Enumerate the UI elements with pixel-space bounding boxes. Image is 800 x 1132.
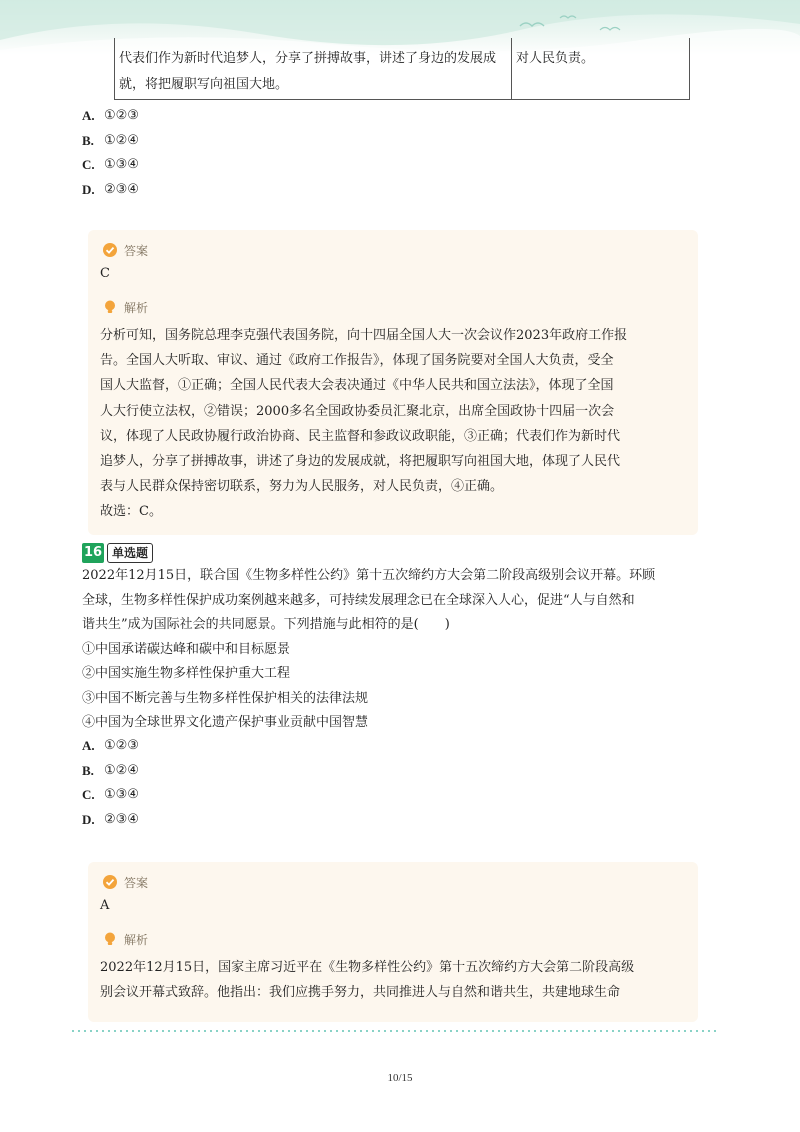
q16-stem: 2022年12月15日，联合国《生物多样性公约》第十五次缔约方大会第二阶段高级别会议开幕。环顾 全球，生物多样性保护成功案例越来越多，可持续发展理念已在全球深入人心，促进“人与自然和 谐共生”成为国际社会的共同愿景。下列措施与此相符的是( ) ①中国承诺碳达峰和碳中和目标愿景 ②中国实施生物多样性保护重大工程 ③中国不断完善与生物多样性保护相关的法律法规 ④中国为全球世界文化遗产保护事业贡献中国智慧 xyxy=(82,564,694,736)
analysis-text: 2022年12月15日，国家主席习近平在《生物多样性公约》第十五次缔约方大会第二阶段高级 别会议开幕式致辞。他指出：我们应携手努力，共同推进人与自然和谐共生，共建地球生命 xyxy=(100,960,635,1001)
table-cell-left: 代表们作为新时代追梦人，分享了拼搏故事，讲述了身边的发展成就，将把履职写向祖国大地。 xyxy=(115,38,512,100)
q15-answer-box xyxy=(88,230,698,535)
q16-options xyxy=(82,734,139,832)
statement: ④中国为全球世界文化遗产保护事业贡献中国智慧 xyxy=(82,715,369,730)
statement: ②中国实施生物多样性保护重大工程 xyxy=(82,666,291,681)
question-number-badge: 16 xyxy=(82,543,104,563)
lightbulb-icon xyxy=(102,299,118,315)
previous-question-table xyxy=(114,38,690,100)
footer-divider xyxy=(70,1030,720,1032)
check-circle-icon xyxy=(102,242,118,258)
analysis-label: 解析 xyxy=(102,297,698,317)
answer-label: 答案 xyxy=(102,872,698,892)
statement: ③中国不断完善与生物多样性保护相关的法律法规 xyxy=(82,690,369,706)
option-b[interactable]: B. ①②④ xyxy=(82,762,139,778)
option-c[interactable]: C. ①③④ xyxy=(82,787,139,802)
statement: ①中国承诺碳达峰和碳中和目标愿景 xyxy=(82,641,291,657)
option-d[interactable]: D. ②③④ xyxy=(82,811,139,827)
analysis-label: 解析 xyxy=(102,929,698,949)
answer-value: A xyxy=(100,898,110,913)
option-d[interactable]: D. ②③④ xyxy=(82,181,139,197)
analysis-text: 分析可知，国务院总理李克强代表国务院，向十四届全国人大一次会议作2023年政府工作报 告。全国人大听取、审议、通过《政府工作报告》，体现了国务院要对全国人大负责，受全 国人大监督，①正确；全国人民代表大会表决通过《中华人民共和国立法法》，体现了全国 人大行使立法权，②错误；2000多名全国政协委员汇聚北京，出席全国政协十四届一次会 议，体现了人民政协履行政治协商、民主监督和参政议政职能，③正确；代表们作为新时代 追梦人，分享了拼搏故事，讲述了身边的发展成就，将把履职写向祖国大地，体现了人民代 表与人民群众保持密切联系，努力为人民服务，对人民负责，④正确。 故选：C。 xyxy=(100,328,628,520)
q15-options xyxy=(82,104,139,202)
q16-header xyxy=(82,543,153,563)
lightbulb-icon xyxy=(102,931,118,947)
question-type-badge: 单选题 xyxy=(107,543,153,563)
page-number: 10/15 xyxy=(387,1072,413,1084)
option-b[interactable]: B. ①②④ xyxy=(82,132,139,148)
q16-answer-box xyxy=(88,862,698,1022)
answer-value: C xyxy=(100,266,110,281)
option-a[interactable]: A. ①②③ xyxy=(82,738,139,753)
option-a[interactable]: A. ①②③ xyxy=(82,108,139,123)
answer-label: 答案 xyxy=(102,240,698,260)
check-circle-icon xyxy=(102,874,118,890)
table-cell-right: 对人民负责。 xyxy=(512,38,690,100)
option-c[interactable]: C. ①③④ xyxy=(82,157,139,172)
